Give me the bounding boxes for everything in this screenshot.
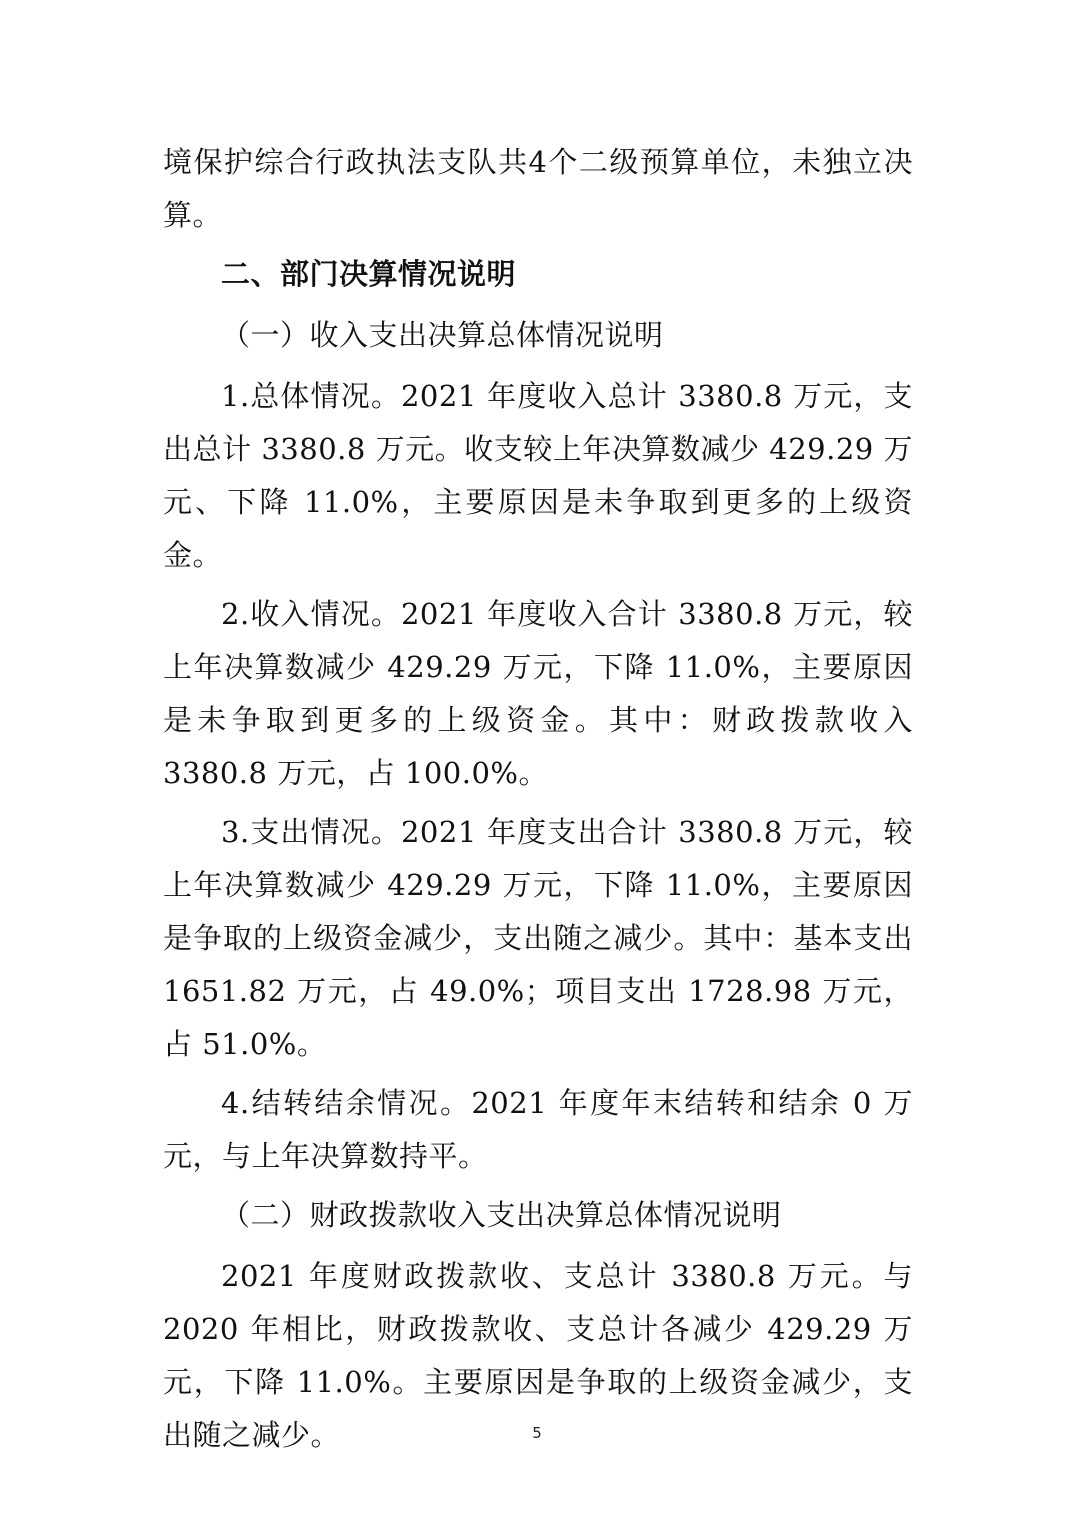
document-body bbox=[163, 136, 913, 1468]
paragraph-expenditure: 3.支出情况。2021 年度支出合计 3380.8 万元，较上年决算数减少 429.29 万元，下降 11.0%，主要原因是争取的上级资金减少，支出随之减少。其中：基本支出 1651.82 万元，占 49.0%；项目支出 1728.98 万元，占 51.0%。 bbox=[163, 815, 913, 1061]
section-heading-2: 二、部门决算情况说明 bbox=[221, 257, 517, 291]
paragraph-carryover: 4.结转结余情况。2021 年度年末结转和结余 0 万元，与上年决算数持平。 bbox=[163, 1086, 913, 1173]
continuation-paragraph: 境保护综合行政执法支队共4个二级预算单位，未独立决算。 bbox=[163, 145, 913, 232]
subsection-heading-1: （一）收入支出决算总体情况说明 bbox=[221, 318, 664, 352]
paragraph-overall: 1.总体情况。2021 年度收入总计 3380.8 万元，支出总计 3380.8 万元。收支较上年决算数减少 429.29 万元、下降 11.0%，主要原因是未争取到更多的上级资金。 bbox=[163, 379, 913, 572]
page-number: 5 bbox=[532, 1424, 542, 1442]
paragraph-income: 2.收入情况。2021 年度收入合计 3380.8 万元，较上年决算数减少 429.29 万元，下降 11.0%，主要原因是未争取到更多的上级资金。其中：财政拨款收入 3380.8 万元，占 100.0%。 bbox=[163, 597, 913, 790]
subsection-heading-2: （二）财政拨款收入支出决算总体情况说明 bbox=[221, 1198, 782, 1232]
paragraph-fiscal-appropriation: 2021 年度财政拨款收、支总计 3380.8 万元。与 2020 年相比，财政拨款收、支总计各减少 429.29 万元，下降 11.0%。主要原因是争取的上级资金减少，支出随之减少。 bbox=[163, 1259, 913, 1452]
